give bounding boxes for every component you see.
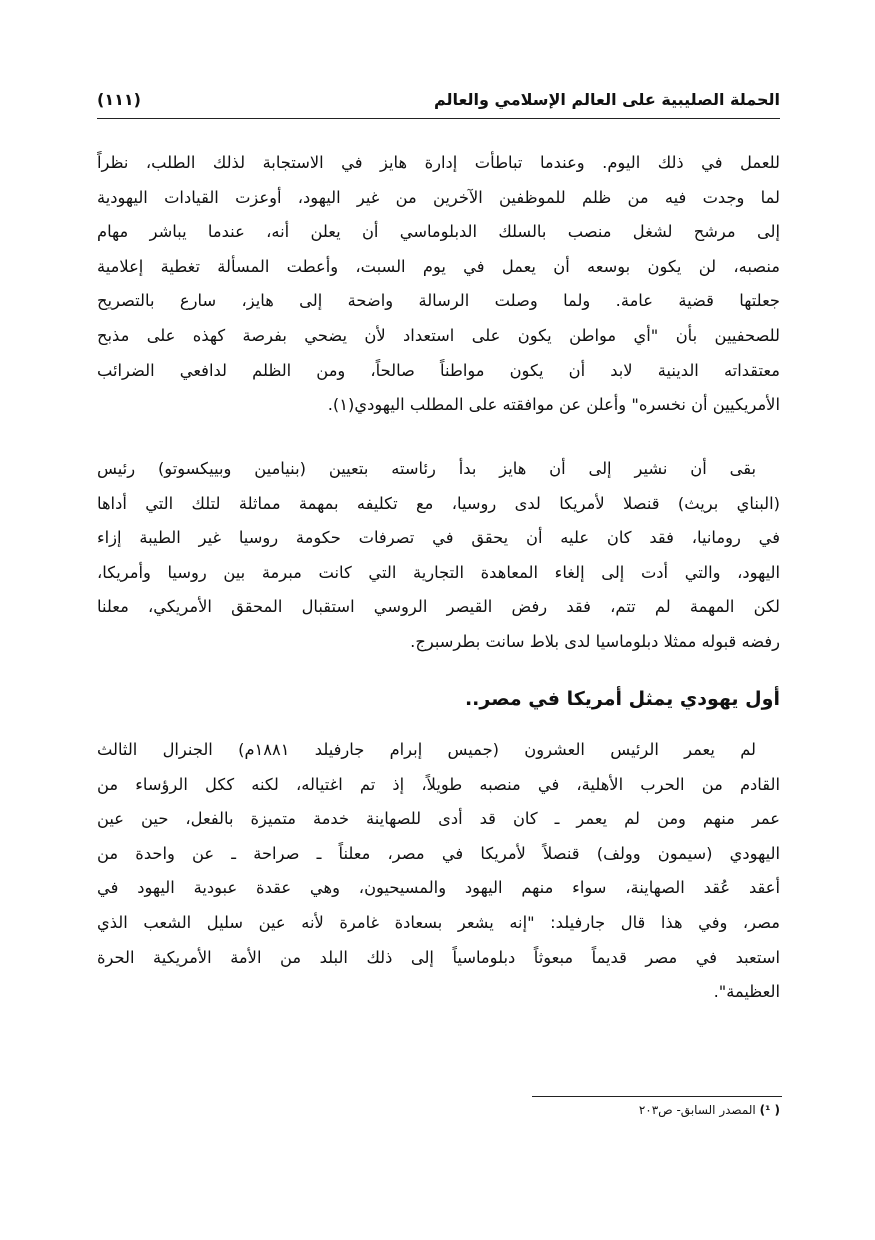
text-line: للصحفيين بأن "أي مواطن يكون على استعداد لأن يضحي بفرصة كهذه على مذبح bbox=[97, 325, 780, 345]
paragraph-2 bbox=[97, 452, 780, 660]
text-line: في رومانيا، فقد كان عليه أن يحقق في تصرفات حكومة روسيا غير الطيبة إزاء bbox=[97, 528, 780, 548]
text-line: استعبد في مصر قديماً مبعوثاً دبلوماسياً إلى ذلك البلد من الأمة الأمريكية الحرة bbox=[97, 947, 780, 967]
footnote bbox=[639, 1103, 780, 1117]
text-line: الأمريكيين أن نخسره" وأعلن عن موافقته على المطلب اليهودي(١). bbox=[327, 395, 780, 415]
running-header bbox=[97, 86, 780, 119]
footnote-text: المصدر السابق- ص٢٠٣ bbox=[638, 1103, 756, 1117]
text-line: رفضه قبوله ممثلا دبلوماسيا لدى بلاط سانت بطرسبرج. bbox=[410, 631, 780, 651]
book-title: الحملة الصليبية على العالم الإسلامي والعالم bbox=[433, 90, 780, 109]
page-number: (١١١) bbox=[97, 90, 141, 109]
footnote-marker: ( ¹) bbox=[759, 1103, 780, 1117]
text-line: اليهود، والتي أدت إلى إلغاء المعاهدة التجارية التي كانت مبرمة بين روسيا وأمريكا، bbox=[97, 562, 780, 582]
text-line: للعمل في ذلك اليوم. وعندما تباطأت إدارة هايز في الاستجابة لذلك الطلب، نظراً bbox=[97, 153, 780, 172]
text-line: القادم من الحرب الأهلية، في منصبه طويلاً، إذ تم اغتياله، لكنه ككل الرؤساء من bbox=[97, 774, 780, 794]
text-line: مصر، وفي هذا قال جارفيلد: "إنه يشعر بسعادة غامرة لأنه عين سليل الشعب الذي bbox=[97, 912, 780, 932]
section-heading: أول يهودي يمثل أمريكا في مصر.. bbox=[464, 688, 780, 710]
paragraph-1 bbox=[97, 146, 780, 423]
text-line: اليهودي (سيمون وولف) قنصلاً لأمريكا في مصر، معلناً ـ صراحة ـ عن واحدة من bbox=[97, 843, 780, 863]
text-line: أعقد عُقد الصهاينة، سواء منهم اليهود والمسيحيون، وهي عقدة عبودية اليهود في bbox=[97, 878, 780, 898]
text-line: معتقداته الدينية لابد أن يكون مواطناً صالحاً، ومن الظلم لدافعي الضرائب bbox=[97, 360, 780, 380]
text-line: العظيمة". bbox=[713, 982, 780, 1002]
text-line: لم يعمر الرئيس العشرون (جميس إبرام جارفيلد ١٨٨١م) الجنرال الثالث bbox=[97, 740, 756, 759]
text-line: لكن المهمة لم تتم، فقد رفض القيصر الروسي استقبال المحقق الأمريكي، معلنا bbox=[97, 597, 780, 617]
text-line: إلى مرشح لشغل منصب بالسلك الدبلوماسي أن يعلن أنه، عندما يباشر مهام bbox=[97, 222, 780, 242]
text-line: جعلتها قضية عامة. ولما وصلت الرسالة واضحة إلى هايز، سارع بالتصريح bbox=[97, 291, 780, 311]
text-line: بقى أن نشير إلى أن هايز بدأ رئاسته بتعيين (بنيامين وبييكسوتو) رئيس bbox=[97, 459, 756, 478]
paragraph-3 bbox=[97, 733, 780, 1010]
text-line: منصبه، لن يكون بوسعه أن يعمل في يوم السبت، وأعطت المسألة تغطية إعلامية bbox=[97, 256, 780, 276]
footnote-divider bbox=[532, 1096, 782, 1097]
text-line: لما وجدت فيه من ظلم للموظفين الآخرين من غير اليهود، أوعزت القيادات اليهودية bbox=[97, 187, 780, 207]
text-line: عمر منهم ومن لم يعمر ـ كان قد أدى للصهاينة خدمة متميزة بالفعل، حين عين bbox=[97, 809, 780, 829]
text-line: (البناي بريث) قنصلا لأمريكا لدى روسيا، مع تكليفه بمهمة مماثلة لتلك التي أداها bbox=[97, 493, 780, 513]
